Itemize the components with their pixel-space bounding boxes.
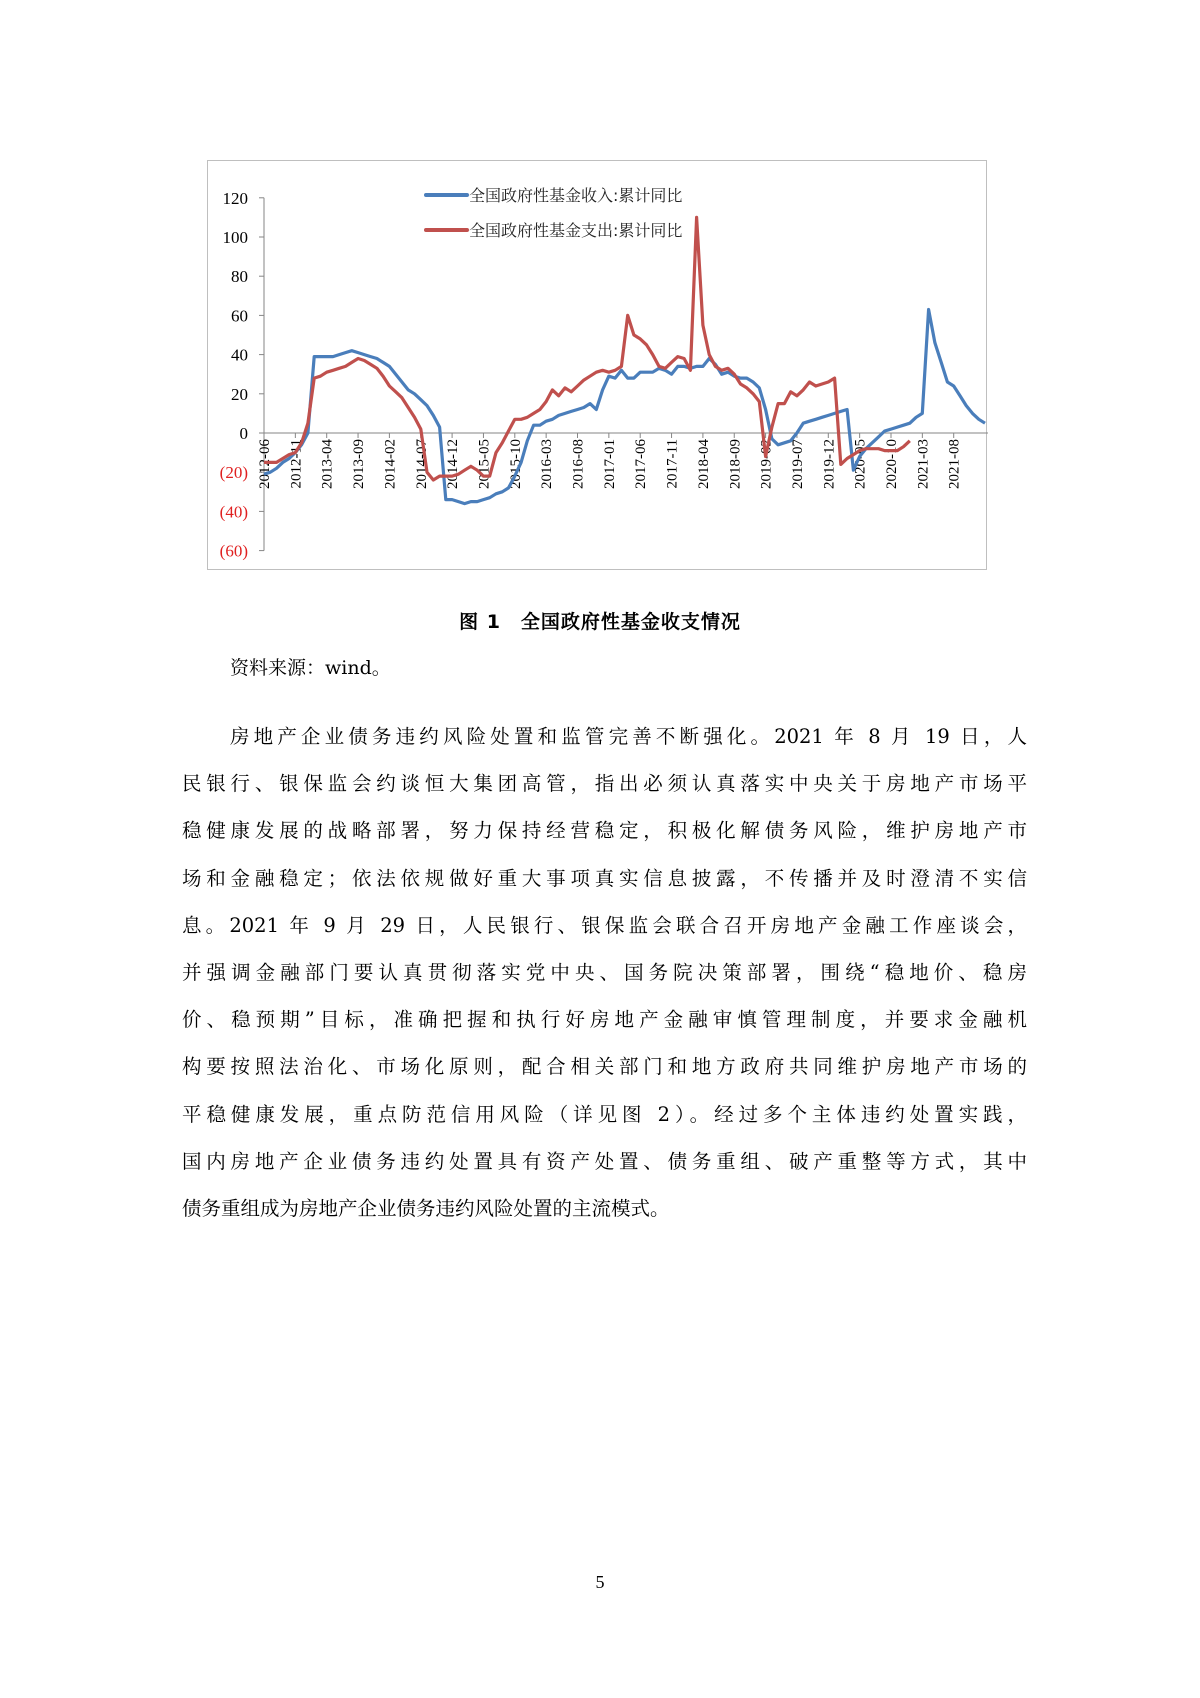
x-tick-label: 2016-08 bbox=[570, 439, 587, 489]
y-tick-label: 20 bbox=[231, 384, 248, 404]
paragraph-line: 稳健康发展的战略部署，努力保持经营稳定，积极化解债务风险，维护房地产市 bbox=[182, 819, 1027, 843]
y-tick-label: 120 bbox=[222, 188, 248, 208]
x-tick-label: 2019-12 bbox=[821, 439, 838, 489]
legend-label: 全国政府性基金收入:累计同比 bbox=[469, 186, 683, 205]
page-number: 5 bbox=[595, 1572, 605, 1592]
x-tick-label: 2019-07 bbox=[789, 439, 806, 489]
paragraph-line: 民银行、银保监会约谈恒大集团高管，指出必须认真落实中央关于房地产市场平 bbox=[182, 772, 1027, 796]
paragraph-line: 国内房地产企业债务违约处置具有资产处置、债务重组、破产重整等方式，其中 bbox=[182, 1149, 1027, 1173]
paragraph-line: 债务重组成为房地产企业债务违约风险处置的主流模式。 bbox=[182, 1197, 670, 1221]
x-tick-label: 2021-08 bbox=[946, 439, 963, 489]
y-tick-label: 100 bbox=[222, 228, 248, 247]
x-tick-label: 2017-06 bbox=[633, 439, 650, 489]
y-tick-label: 60 bbox=[231, 306, 248, 326]
x-tick-label: 2015-05 bbox=[476, 439, 493, 489]
paragraph-line: 平稳健康发展，重点防范信用风险（详见图 2）。经过多个主体违约处置实践， bbox=[182, 1102, 1027, 1126]
paragraph-line: 场和金融稳定；依法依规做好重大事项真实信息披露，不传播并及时澄清不实信 bbox=[182, 866, 1027, 890]
x-tick-label: 2015-10 bbox=[507, 439, 524, 489]
x-tick-label: 2013-09 bbox=[351, 439, 368, 489]
paragraph-line: 息。2021 年 9 月 29 日，人民银行、银保监会联合召开房地产金融工作座谈会， bbox=[182, 913, 1027, 937]
x-tick-label: 2013-04 bbox=[319, 439, 336, 489]
y-tick-label: 80 bbox=[231, 267, 248, 287]
x-tick-label: 2012-11 bbox=[288, 439, 305, 489]
figure-source: 资料来源：wind。 bbox=[230, 657, 391, 679]
figure-caption: 图 1 全国政府性基金收支情况 bbox=[459, 611, 741, 633]
x-tick-label: 2014-12 bbox=[445, 439, 462, 489]
y-tick-label: (40) bbox=[219, 502, 248, 522]
paragraph-line: 构要按照法治化、市场化原则，配合相关部门和地方政府共同维护房地产市场的 bbox=[182, 1055, 1027, 1079]
x-tick-label: 2014-07 bbox=[413, 439, 430, 489]
x-tick-label: 2018-09 bbox=[727, 439, 744, 489]
x-tick-label: 2012-06 bbox=[257, 439, 273, 489]
x-tick-label: 2017-11 bbox=[664, 439, 681, 489]
x-tick-label: 2014-02 bbox=[382, 439, 399, 489]
x-tick-label: 2019-02 bbox=[758, 439, 775, 489]
body-paragraph bbox=[182, 713, 1027, 1232]
paragraph-line: 房地产企业债务违约风险处置和监管完善不断强化。2021 年 8 月 19 日，人 bbox=[230, 725, 1027, 748]
x-tick-label: 2018-04 bbox=[695, 439, 712, 489]
paragraph-line: 价、稳预期”目标，准确把握和执行好房地产金融审慎管理制度，并要求金融机 bbox=[182, 1008, 1027, 1032]
x-tick-label: 2017-01 bbox=[601, 439, 618, 489]
line-chart bbox=[208, 161, 988, 571]
y-tick-label: 40 bbox=[231, 345, 248, 365]
legend-label: 全国政府性基金支出:累计同比 bbox=[469, 221, 683, 240]
paragraph-line: 并强调金融部门要认真贯彻落实党中央、国务院决策部署，围绕“稳地价、稳房 bbox=[182, 961, 1027, 985]
x-tick-label: 2020-05 bbox=[852, 439, 869, 489]
x-tick-label: 2020-10 bbox=[884, 439, 900, 489]
y-tick-label: 0 bbox=[239, 424, 248, 443]
y-tick-label: (60) bbox=[219, 541, 248, 561]
x-tick-label: 2016-03 bbox=[539, 439, 556, 489]
y-tick-label: (20) bbox=[219, 463, 248, 483]
x-tick-label: 2021-03 bbox=[915, 439, 932, 489]
figure-1-chart bbox=[207, 160, 987, 570]
